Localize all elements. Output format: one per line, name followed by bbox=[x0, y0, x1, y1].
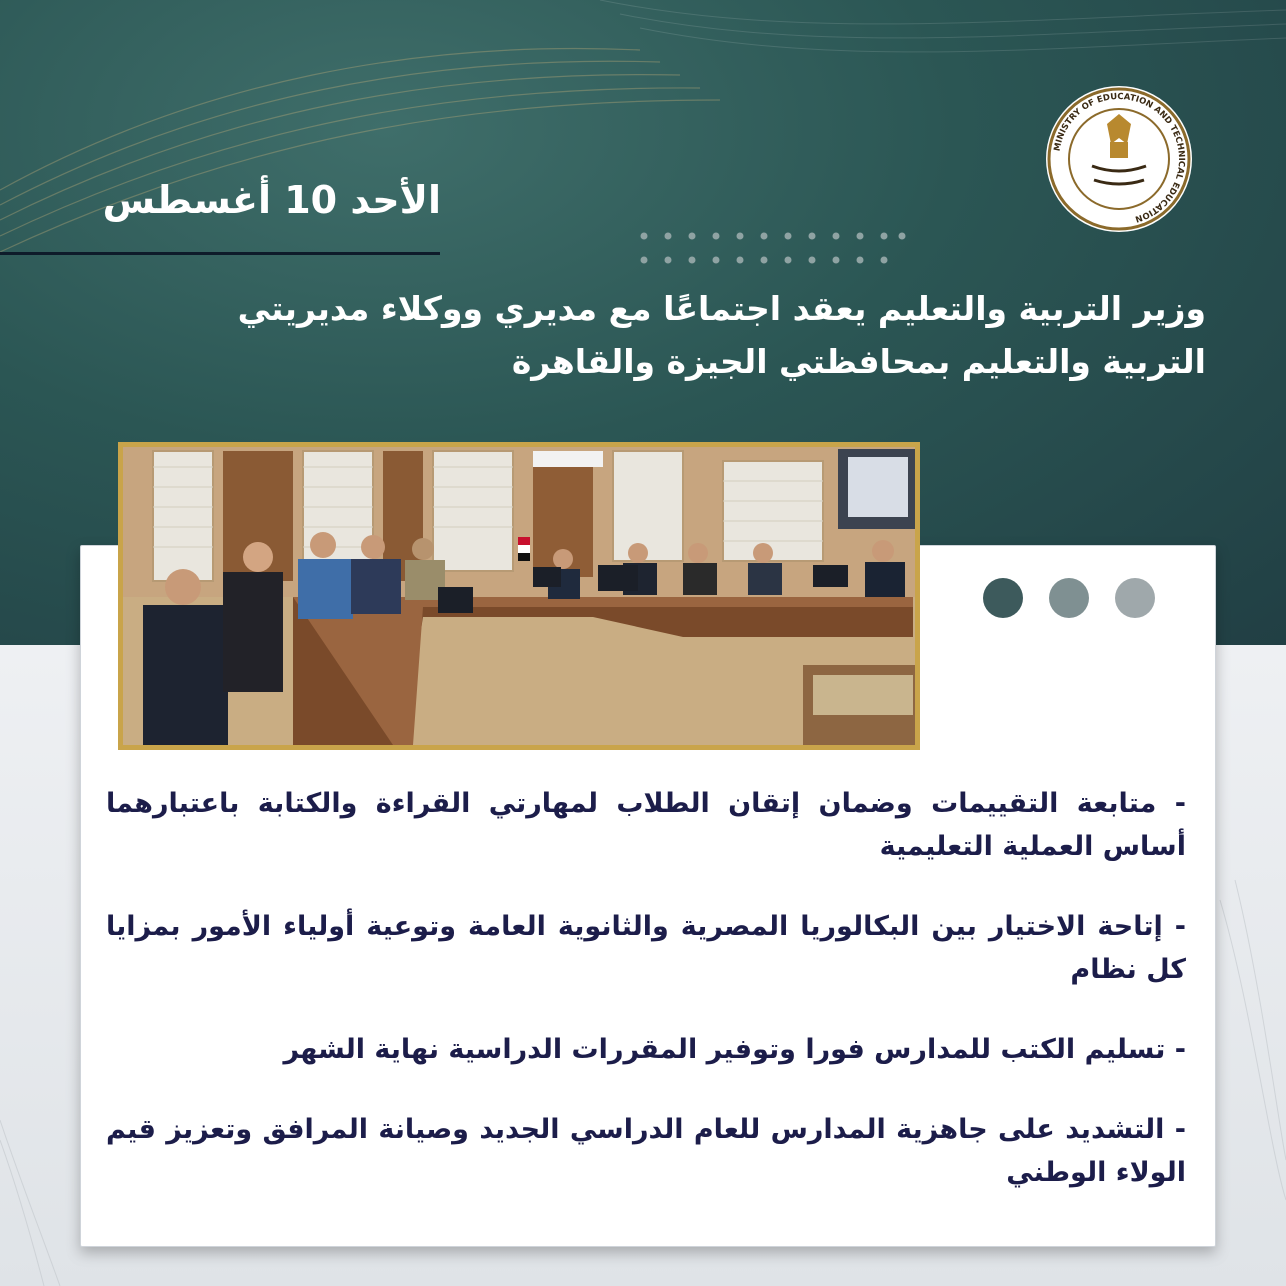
dot-dark bbox=[983, 578, 1023, 618]
dot-mid bbox=[1049, 578, 1089, 618]
headline bbox=[66, 282, 1206, 388]
bullet-item-2: - إتاحة الاختيار بين البكالوريا المصرية والثانوية العامة وتوعية أولياء الأمور بمزايا كل نظام bbox=[106, 911, 1186, 985]
date-underline bbox=[0, 252, 440, 255]
meeting-photo bbox=[118, 442, 920, 750]
bullet-item-3: - تسليم الكتب للمدارس فورا وتوفير المقررات الدراسية نهاية الشهر bbox=[283, 1034, 1186, 1065]
ministry-seal-icon bbox=[1044, 84, 1194, 234]
bullet-item-4: - التشديد على جاهزية المدارس للعام الدراسي الجديد وصيانة المرافق وتعزيز قيم الولاء الوطني bbox=[106, 1114, 1186, 1188]
dot-light bbox=[1115, 578, 1155, 618]
bullet-list bbox=[106, 782, 1186, 1231]
headline-line-2: التربية والتعليم بمحافظتي الجيزة والقاهرة bbox=[511, 342, 1206, 381]
logo-ring-text: MINISTRY OF EDUCATION AND TECHNICAL EDUCATION bbox=[1052, 91, 1187, 224]
headline-line-1: وزير التربية والتعليم يعقد اجتماعًا مع مديري ووكلاء مديريتي bbox=[237, 289, 1206, 328]
decorative-dot-pattern bbox=[636, 228, 906, 268]
card-dots bbox=[983, 578, 1155, 618]
bullet-item-1: - متابعة التقييمات وضمان إتقان الطلاب لمهارتي القراءة والكتابة باعتبارهما أساس العملية التعليمية bbox=[106, 788, 1186, 862]
meeting-photo-illustration bbox=[123, 447, 915, 745]
date-label: الأحد 10 أغسطس bbox=[102, 178, 441, 222]
